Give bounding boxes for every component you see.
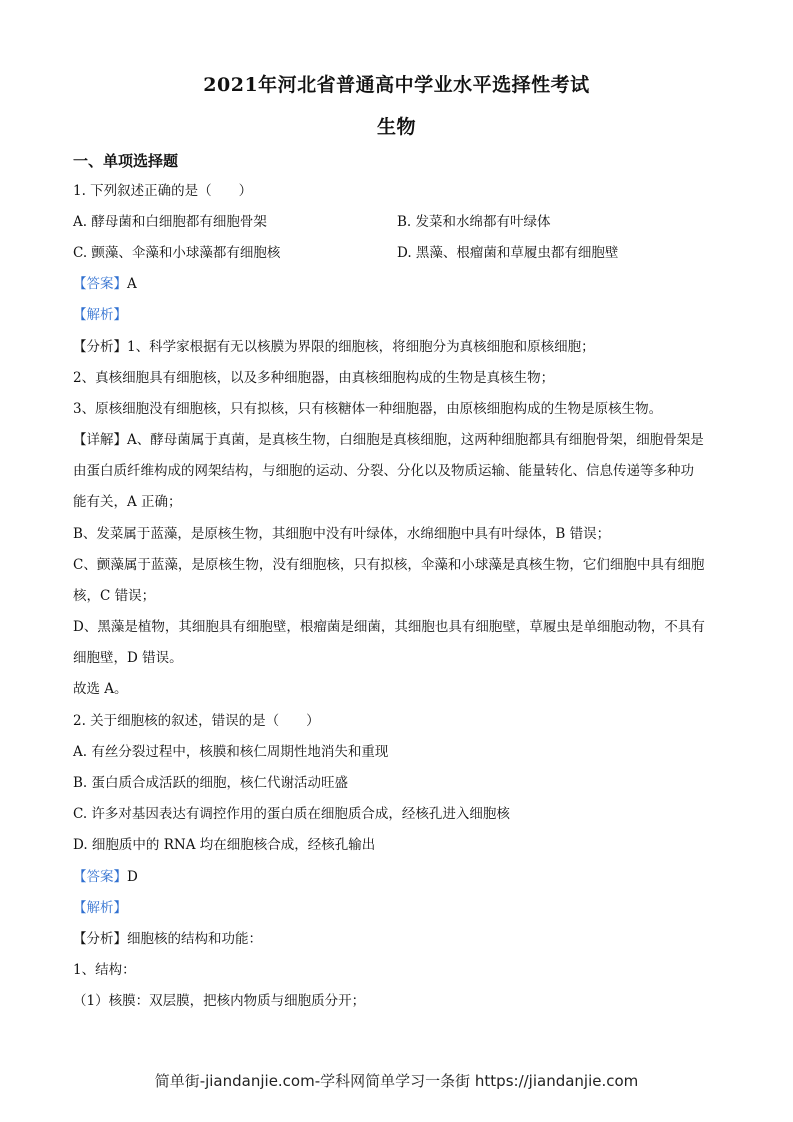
- q1-option-d: D. 黑藻、根瘤菌和草履虫都有细胞壁: [397, 245, 619, 261]
- q2-analysis-line: 【分析】细胞核的结构和功能：: [73, 931, 262, 947]
- section-heading: 一、单项选择题: [73, 152, 179, 170]
- q1-detail-line: D、黑藻是植物，其细胞具有细胞壁，根瘤菌是细菌，其细胞也具有细胞壁，草履虫是单细胞动物，不具有: [73, 619, 705, 635]
- q2-analysis-line: 1、结构：: [73, 962, 136, 978]
- q1-analysis-line: 【分析】1、科学家根据有无以核膜为界限的细胞核，将细胞分为真核细胞和原核细胞；: [73, 339, 595, 355]
- answer-tag: 【答案】: [73, 869, 127, 885]
- q1-option-a: A. 酵母菌和白细胞都有细胞骨架: [73, 214, 267, 230]
- q2-option-d: D. 细胞质中的 RNA 均在细胞核合成，经核孔输出: [73, 837, 376, 853]
- q1-detail-line: 细胞壁，D 错误。: [73, 650, 183, 666]
- answer-value: D: [127, 869, 138, 885]
- q2-analysis-line: （1）核膜：双层膜，把核内物质与细胞质分开；: [73, 993, 366, 1009]
- q1-analysis-line: 3、原核细胞没有细胞核，只有拟核，只有核糖体一种细胞器，由原核细胞构成的生物是原核生物。: [73, 401, 663, 417]
- q1-detail-line: C、颤藻属于蓝藻，是原核生物，没有细胞核，只有拟核，伞藻和小球藻是真核生物，它们细胞中具有细胞: [73, 557, 705, 573]
- q1-option-c: C. 颤藻、伞藻和小球藻都有细胞核: [73, 245, 281, 261]
- q1-option-b: B. 发菜和水绵都有叶绿体: [397, 214, 551, 230]
- q1-detail-line: 【详解】A、酵母菌属于真菌，是真核生物，白细胞是真核细胞，这两种细胞都具有细胞骨架，细胞骨架是: [73, 432, 704, 448]
- q1-answer: [73, 274, 723, 294]
- q1-detail-line: 能有关，A 正确；: [73, 494, 182, 510]
- q1-detail-line: 由蛋白质纤维构成的网架结构，与细胞的运动、分裂、分化以及物质运输、能量转化、信息传递等多种功: [73, 463, 694, 479]
- page-title: 2021年河北省普通高中学业水平选择性考试: [203, 74, 590, 96]
- q2-analysis-tag: 【解析】: [73, 900, 127, 916]
- answer-value: A: [127, 276, 137, 292]
- q1-conclusion: 故选 A。: [73, 681, 128, 697]
- answer-tag: 【答案】: [73, 276, 127, 292]
- q1-analysis-line: 2、真核细胞具有细胞核，以及多种细胞器，由真核细胞构成的生物是真核生物；: [73, 370, 555, 386]
- q2-option-b: B. 蛋白质合成活跃的细胞，核仁代谢活动旺盛: [73, 775, 349, 791]
- q2-answer: [73, 867, 723, 887]
- question-1-stem: 1. 下列叙述正确的是（ ）: [73, 183, 253, 199]
- page-subtitle: 生物: [376, 116, 416, 138]
- question-2-stem: 2. 关于细胞核的叙述，错误的是（ ）: [73, 713, 320, 729]
- q1-detail-line: 核，C 错误；: [73, 588, 156, 604]
- page-footer: 简单街-jiandanjie.com-学科网简单学习一条街 https://jiandanjie.com: [154, 1072, 639, 1090]
- q1-analysis-tag: 【解析】: [73, 307, 127, 323]
- q1-detail-line: B、发菜属于蓝藻，是原核生物，其细胞中没有叶绿体，水绵细胞中具有叶绿体，B 错误；: [73, 526, 611, 542]
- q2-option-c: C. 许多对基因表达有调控作用的蛋白质在细胞质合成，经核孔进入细胞核: [73, 806, 510, 822]
- q2-option-a: A. 有丝分裂过程中，核膜和核仁周期性地消失和重现: [73, 744, 389, 760]
